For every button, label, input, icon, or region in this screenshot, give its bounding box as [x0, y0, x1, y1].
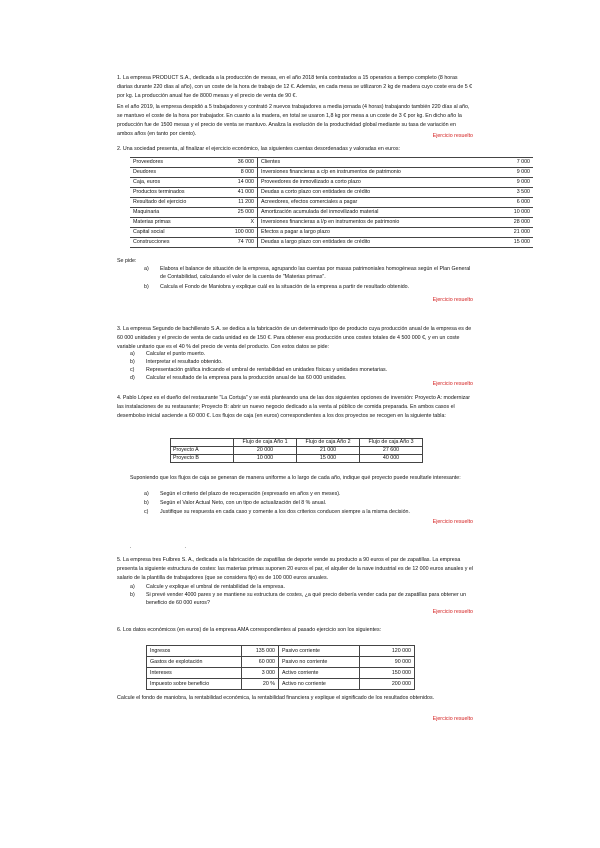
exercise-4-solution-link[interactable]: Ejercicio resuelto	[432, 519, 473, 525]
account-row	[130, 218, 533, 228]
list-item-text: Según el criterio del plazo de recuperación (expresarlo en años y en meses).	[160, 491, 341, 497]
account-cell: Inversiones financieras a c/p en instrumentos de patrimonio	[258, 168, 495, 178]
cashflow-cell: 27 600	[360, 447, 423, 455]
list-item	[130, 358, 473, 366]
exercise-3-intro: 3. La empresa Segundo de bachillerato S.A. se dedica a la fabricación de un determinado tipo de producto cuya producción anual de la empresa es de 60 000 unidades y el precio de venta de cada unidad es de 150 €. Para obtener esa producción unos costes totales de 4 500 000 €, y en un coste variable unitario que es el 40 % del precio de venta del producto. Con estos datos se pide:	[117, 326, 472, 350]
account-cell: Amortización acumulada del inmovilizado material	[258, 208, 495, 218]
data-cell: Gastos de explotación	[147, 657, 242, 668]
account-cell: X	[215, 218, 258, 228]
list-item-label: a)	[130, 351, 135, 357]
account-cell: Resultado del ejercicio	[130, 198, 215, 208]
list-item-text: Interpretar el resultado obtenido.	[146, 359, 223, 365]
account-cell: 74 700	[215, 238, 258, 248]
exercise-6-intro: 6. Los datos económicos (en euros) de la empresa AMA correspondientes al pasado ejercicio son los siguientes:	[117, 627, 382, 633]
list-item-label: c)	[144, 509, 149, 515]
data-cell: Impuesto sobre beneficio	[147, 679, 242, 690]
data-cell: 60 000	[242, 657, 279, 668]
cashflow-header: Flujo de caja Año 3	[360, 439, 423, 447]
data-cell: 200 000	[360, 679, 415, 690]
data-cell: 150 000	[360, 668, 415, 679]
list-item-text: Calcular el punto muerto.	[146, 351, 206, 357]
exercise-6-solution-link[interactable]: Ejercicio resuelto	[432, 716, 473, 722]
account-cell: 15 000	[494, 238, 533, 248]
exercise-6-question: Calcule el fondo de maniobra, la rentabilidad económica, la rentabilidad financiera y explique el significado de los resultados obtenidos.	[117, 695, 435, 701]
exercise-2-accounts-table	[130, 157, 533, 248]
data-cell: Pasivo corriente	[279, 646, 360, 657]
account-cell: 9 000	[494, 168, 533, 178]
account-cell: 25 000	[215, 208, 258, 218]
data-cell: Activo corriente	[279, 668, 360, 679]
exercise-4-question: Suponiendo que los flujos de caja se generan de manera uniforme a lo largo de cada año, indique qué proyecto puede resultarle interesante:	[130, 475, 461, 481]
list-item-text: Justifique su respuesta en cada caso y comente a los dos criterios conducen siempre a la misma decisión.	[160, 509, 410, 515]
account-cell: Proveedores de inmovilizado a corto plazo	[258, 178, 495, 188]
list-item	[130, 350, 473, 358]
account-cell: Efectos a pagar a largo plazo	[258, 228, 495, 238]
exercise-2-item-b: b) Calcula el Fondo de Maniobra y explique cuál es la situación de la empresa a partir de resultado obtenido.	[144, 284, 410, 290]
account-cell: Deudores	[130, 168, 215, 178]
account-cell: 41 000	[215, 188, 258, 198]
data-cell: 135 000	[242, 646, 279, 657]
account-cell: 9 000	[494, 178, 533, 188]
account-row	[130, 198, 533, 208]
list-item-label: b)	[144, 500, 149, 506]
list-item-label: a)	[130, 584, 135, 590]
cashflow-header: Flujo de caja Año 2	[297, 439, 360, 447]
account-row	[130, 188, 533, 198]
account-cell: 8 000	[215, 168, 258, 178]
account-cell: Maquinaria	[130, 208, 215, 218]
account-row	[130, 228, 533, 238]
account-row	[130, 168, 533, 178]
data-row	[147, 668, 415, 679]
list-item-text: Calcular el resultado de la empresa para la producción anual de las 60 000 unidades.	[146, 375, 347, 381]
exercise-2-intro: 2. Una sociedad presenta, al finalizar el ejercicio económico, las siguientes cuentas desordenadas y valoradas en euros:	[117, 146, 400, 152]
list-item	[144, 490, 473, 498]
list-item	[130, 366, 473, 374]
account-cell: 100 000	[215, 228, 258, 238]
account-row	[130, 178, 533, 188]
account-cell: Capital social	[130, 228, 215, 238]
exercise-4-cashflow-table	[170, 438, 423, 463]
cashflow-header	[171, 439, 234, 447]
data-cell: Pasivo no corriente	[279, 657, 360, 668]
exercise-1-para-1: 1. La empresa PRODUCT S.A., dedicada a la producción de mesas, en el año 2018 tenía contratados a 15 operarios a tiempo completo (8 horas diarias durante 220 días al año), con un coste de la hora de trabajo de 12 €. Además, en cada mesa se utilizaron 2 kg de madera cuyo coste era de 5 € por kg. La producción anual fue de 8000 mesas y el precio de venta de 90 €.	[117, 75, 473, 99]
data-cell: 90 000	[360, 657, 415, 668]
account-cell: Acreedores, efectos comerciales a pagar	[258, 198, 495, 208]
list-item	[144, 508, 473, 516]
data-cell: Intereses	[147, 668, 242, 679]
cashflow-row	[171, 455, 423, 463]
account-cell: 7 000	[494, 158, 533, 168]
exercise-3-solution-link[interactable]: Ejercicio resuelto	[432, 381, 473, 387]
exercise-6-data-table	[146, 645, 415, 690]
data-cell: 3 000	[242, 668, 279, 679]
account-cell: Materias primas	[130, 218, 215, 228]
account-cell: 21 000	[494, 228, 533, 238]
list-item-label: a)	[144, 491, 149, 497]
account-cell: Inversiones financieras a l/p en instrumentos de patrimonio	[258, 218, 495, 228]
account-cell: 10 000	[494, 208, 533, 218]
cashflow-cell: 20 000	[234, 447, 297, 455]
data-cell: Ingresos	[147, 646, 242, 657]
account-cell: 28 000	[494, 218, 533, 228]
exercise-2-solution-link[interactable]: Ejercicio resuelto	[432, 297, 473, 303]
exercise-1-solution-link[interactable]: Ejercicio resuelto	[432, 133, 473, 139]
account-cell: 36 000	[215, 158, 258, 168]
cashflow-cell: Proyecto B	[171, 455, 234, 463]
list-item-text: Representación gráfica indicando el umbral de rentabilidad en unidades físicas y unidades monetarias.	[146, 367, 388, 373]
account-row	[130, 238, 533, 248]
cashflow-row	[171, 447, 423, 455]
cashflow-header: Flujo de caja Año 1	[234, 439, 297, 447]
account-cell: 6 000	[494, 198, 533, 208]
cashflow-cell: 15 000	[297, 455, 360, 463]
account-cell: Productos terminados	[130, 188, 215, 198]
list-item-label: b)	[130, 592, 135, 598]
account-cell: 3 500	[494, 188, 533, 198]
account-cell: Caja, euros	[130, 178, 215, 188]
cashflow-cell: 40 000	[360, 455, 423, 463]
separator-dots: . .	[130, 544, 186, 550]
account-cell: 11 200	[215, 198, 258, 208]
exercise-2-item-a: a) Elabora el balance de situación de la empresa, agrupando las cuentas por masas patrimoniales homogéneas según el Plan General de Contabilidad, calculando el valor de la cuenta de "Materias primas".	[144, 266, 471, 280]
list-item	[130, 591, 473, 607]
exercise-2-se-pide: Se pide:	[117, 258, 137, 264]
list-item-text: Según el Valor Actual Neto, con un tipo de actualización del 8 % anual.	[160, 500, 327, 506]
list-item-text: Calcule y explique el umbral de rentabilidad de la empresa.	[146, 584, 285, 590]
account-cell: Construcciones	[130, 238, 215, 248]
list-item	[144, 499, 473, 507]
exercise-5-intro: 5. La empresa tres Fulbres S. A., dedicada a la fabricación de zapatillas de deporte vende su producto a 90 euros el par de zapatillas. La empresa presenta la siguiente estructura de costes: las materias primas suponen 20 euros el par, el alquiler de la nave industrial es de 12 000 euros anuales y el salario de la plantilla de trabajadores (que se considera fijo) es de 100 000 euros anuales.	[117, 557, 473, 581]
account-cell: Clientes	[258, 158, 495, 168]
account-row	[130, 158, 533, 168]
list-item-label: b)	[130, 359, 135, 365]
account-cell: Deudas a largo plazo con entidades de crédito	[258, 238, 495, 248]
account-cell: 14 000	[215, 178, 258, 188]
list-item-label: c)	[130, 367, 135, 373]
data-row	[147, 679, 415, 690]
exercise-4-intro: 4. Pablo López es el dueño del restaurante "La Cortuja" y se está planteando una de las dos siguientes opciones de inversión: Proyecto A: modernizar las instalaciones de su restaurante; Proyecto B: abrir un nuevo negocio dedicado a la venta al público de comida preparada. En ambos casos el desembolso inicial asciende a 60 000 €. Los flujos de caja (en euros) correspondientes a los dos proyectos se recogen en la siguiente tabla:	[117, 395, 470, 419]
cashflow-cell: 10 000	[234, 455, 297, 463]
account-row	[130, 208, 533, 218]
data-cell: 120 000	[360, 646, 415, 657]
list-item-label: d)	[130, 375, 135, 381]
account-cell: Deudas a corto plazo con entidades de crédito	[258, 188, 495, 198]
list-item-text: Si prevé vender 4000 pares y se mantiene su estructura de costes, ¿a qué precio debería vender cada par de zapatillas para obtener un beneficio de 60 000 euros?	[146, 592, 467, 606]
data-cell: Activo no corriente	[279, 679, 360, 690]
data-row	[147, 646, 415, 657]
data-row	[147, 657, 415, 668]
cashflow-cell: 21 000	[297, 447, 360, 455]
list-item	[130, 583, 473, 591]
exercise-5-solution-link[interactable]: Ejercicio resuelto	[432, 609, 473, 615]
data-cell: 20 %	[242, 679, 279, 690]
exercise-1-para-2: En el año 2019, la empresa despidió a 5 trabajadores y contrató 2 nuevos trabajadores a media jornada (4 horas) trabajando también 220 días al año, se mantuvo el coste de la hora por trabajador. En cuanto a la madera, en total se usaron 1,8 kg por mesa a un coste de 3 € por kg. En dicho año la producción fue de 1500 mesas y el precio de venta se mantuvo. Analiza la evolución de la productividad global mediante su tasa de variación en ambos años (en tanto por ciento).	[117, 104, 470, 137]
account-cell: Proveedores	[130, 158, 215, 168]
cashflow-cell: Proyecto A	[171, 447, 234, 455]
